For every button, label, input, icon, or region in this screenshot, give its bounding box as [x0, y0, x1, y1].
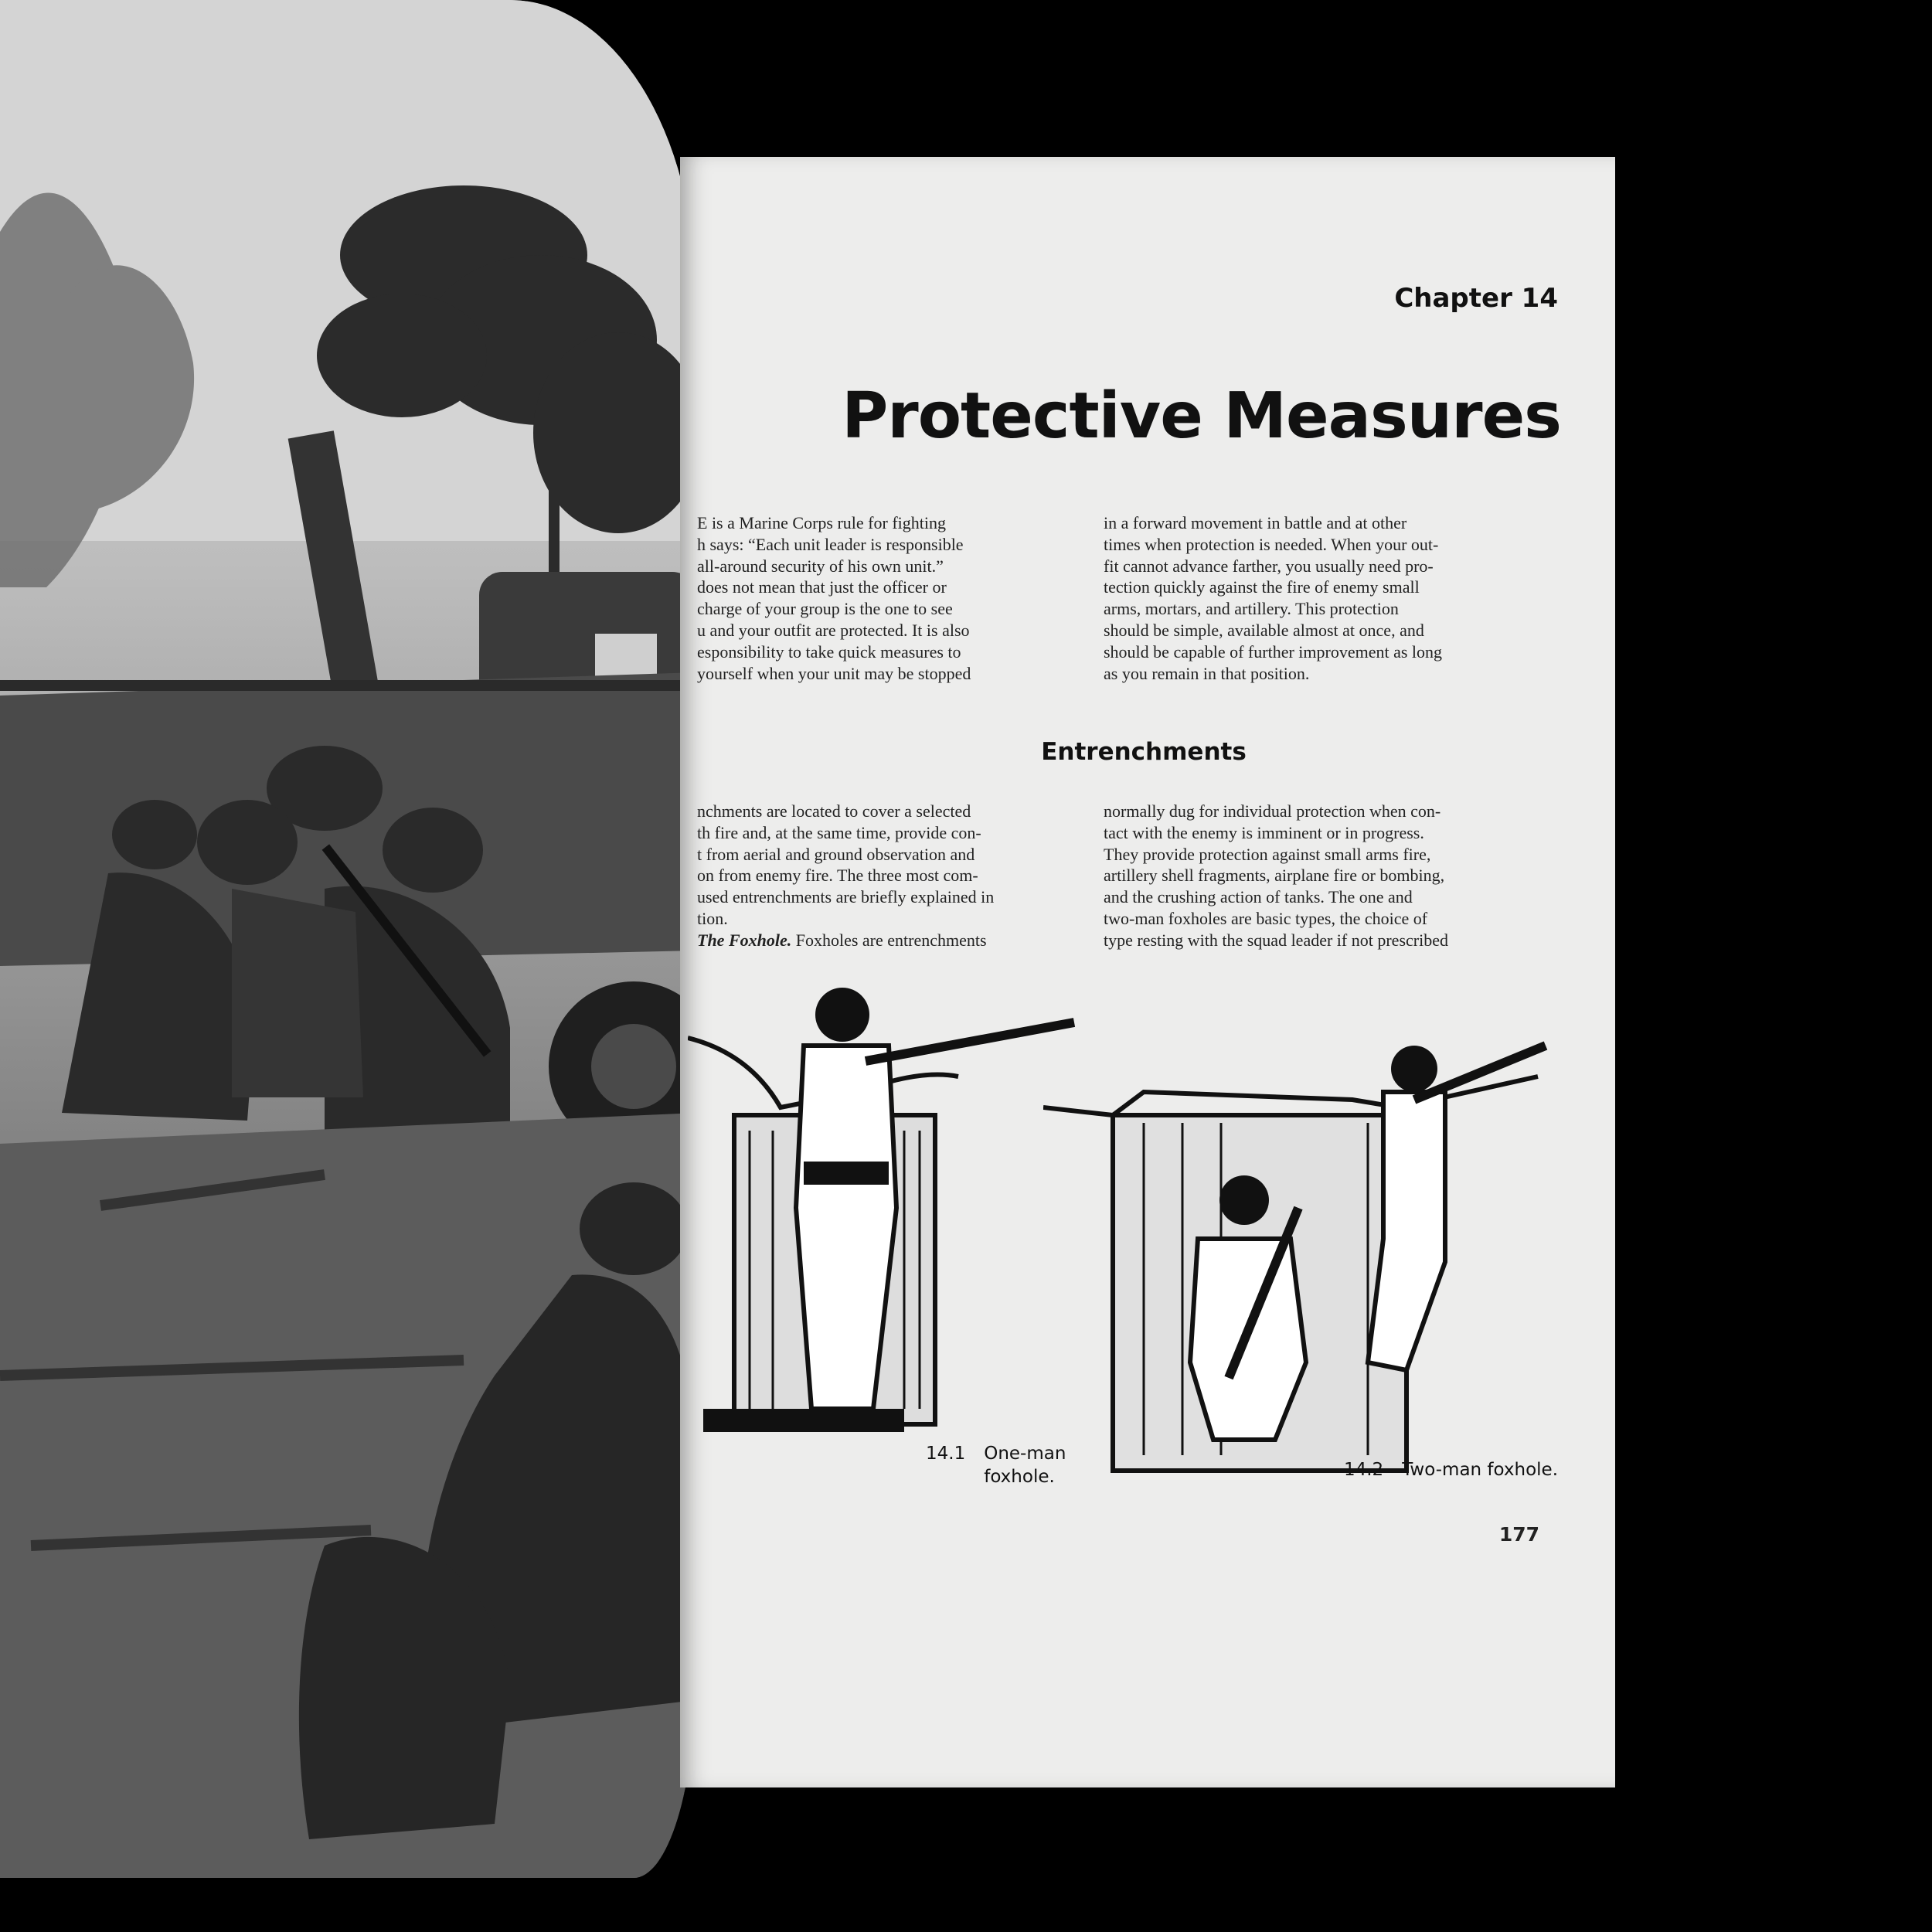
battlefield-photo: [0, 0, 696, 1878]
chapter-label: Chapter 14: [1394, 283, 1558, 314]
entrenchments-column-1: [697, 801, 1093, 951]
entrenchments-text: nchments are located to cover a selected th fire and, at the same time, provide con- t from aerial and ground observation and on from enemy fire. The three most com- used entrenchments are briefly explained in tion.: [697, 801, 995, 928]
figure-number: 14.2: [1343, 1460, 1384, 1480]
figure-caption-text: One-man foxhole.: [984, 1444, 1066, 1487]
chapter-title: Protective Measures: [842, 379, 1561, 453]
photo-page: [0, 0, 696, 1878]
two-man-foxhole-illustration: [1043, 1007, 1553, 1486]
figure-14-2-caption: [1344, 1458, 1558, 1481]
section-heading: Entrenchments: [1041, 738, 1247, 766]
foxhole-term: The Foxhole.: [697, 930, 792, 950]
intro-column-1: E is a Marine Corps rule for fighting h says: “Each unit leader is responsible all-around security of his own unit.” does not mean that just the officer or charge of your group is the one to see u and your outfit are protected. It is also esponsibility to take quick measures to yourself when your unit may be stopped: [697, 513, 971, 683]
page-number: 177: [1498, 1523, 1539, 1546]
intro-column-2: in a forward movement in battle and at other times when protection is needed. When your out- fit cannot advance farther, you usually need pro- tection quickly against the fire of enemy small arms, mortars, and artillery. This protection should be simple, available almost at once, and should be capable of further improvement as long as you remain in that position.: [1104, 513, 1443, 683]
text-page: [680, 157, 1615, 1787]
entrenchments-column-2: normally dug for individual protection when con- tact with the enemy is imminent or in progress. They provide protection against small arms fire, artillery shell fragments, airplane fire or bombing, and the crushing action of tanks. The one and two-man foxholes are basic types, the choice of type resting with the squad leader if not prescribed: [1104, 801, 1448, 950]
figure-caption-text: Two-man foxhole.: [1402, 1460, 1558, 1480]
figure-number: 14.1: [926, 1444, 966, 1464]
one-man-foxhole-illustration: [688, 976, 1090, 1440]
entrenchments-tail: Foxholes are entrenchments: [791, 930, 987, 950]
